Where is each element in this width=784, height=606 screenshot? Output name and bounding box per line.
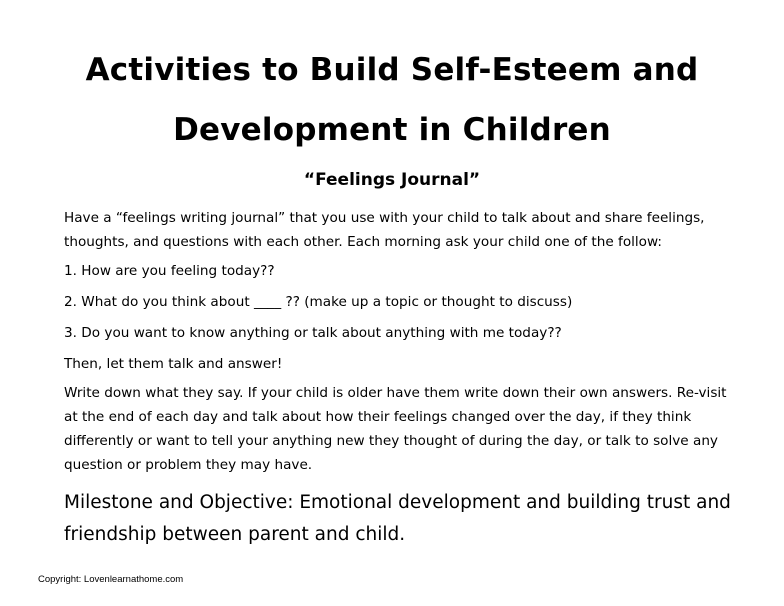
question-1: 1. How are you feeling today?? bbox=[64, 263, 275, 279]
question-3: 3. Do you want to know anything or talk about anything with me today?? bbox=[64, 325, 562, 341]
then-paragraph: Then, let them talk and answer! bbox=[64, 356, 283, 372]
milestone-objective: Milestone and Objective: Emotional development and building trust and friendship between parent and child. bbox=[64, 492, 731, 545]
page-title-line-2: Development in Children bbox=[173, 112, 611, 148]
write-down-paragraph: Write down what they say. If your child is older have them write down their own answers. Re-visit at the end of each day and talk about how their feelings changed over the day, if they think differently or want to tell your anything new they thought of during the day, or talk to solve any question or problem they may have. bbox=[64, 385, 727, 473]
intro-paragraph: Have a “feelings writing journal” that you use with your child to talk about and share feelings, thoughts, and questions with each other. Each morning ask your child one of the follow: bbox=[64, 210, 705, 250]
activity-subtitle: “Feelings Journal” bbox=[303, 170, 481, 190]
question-2: 2. What do you think about ____ ?? (make up a topic or thought to discuss) bbox=[64, 294, 573, 310]
copyright-notice: Copyright: Lovenlearnathome.com bbox=[38, 574, 184, 585]
page-title-line-1: Activities to Build Self-Esteem and bbox=[85, 52, 699, 88]
